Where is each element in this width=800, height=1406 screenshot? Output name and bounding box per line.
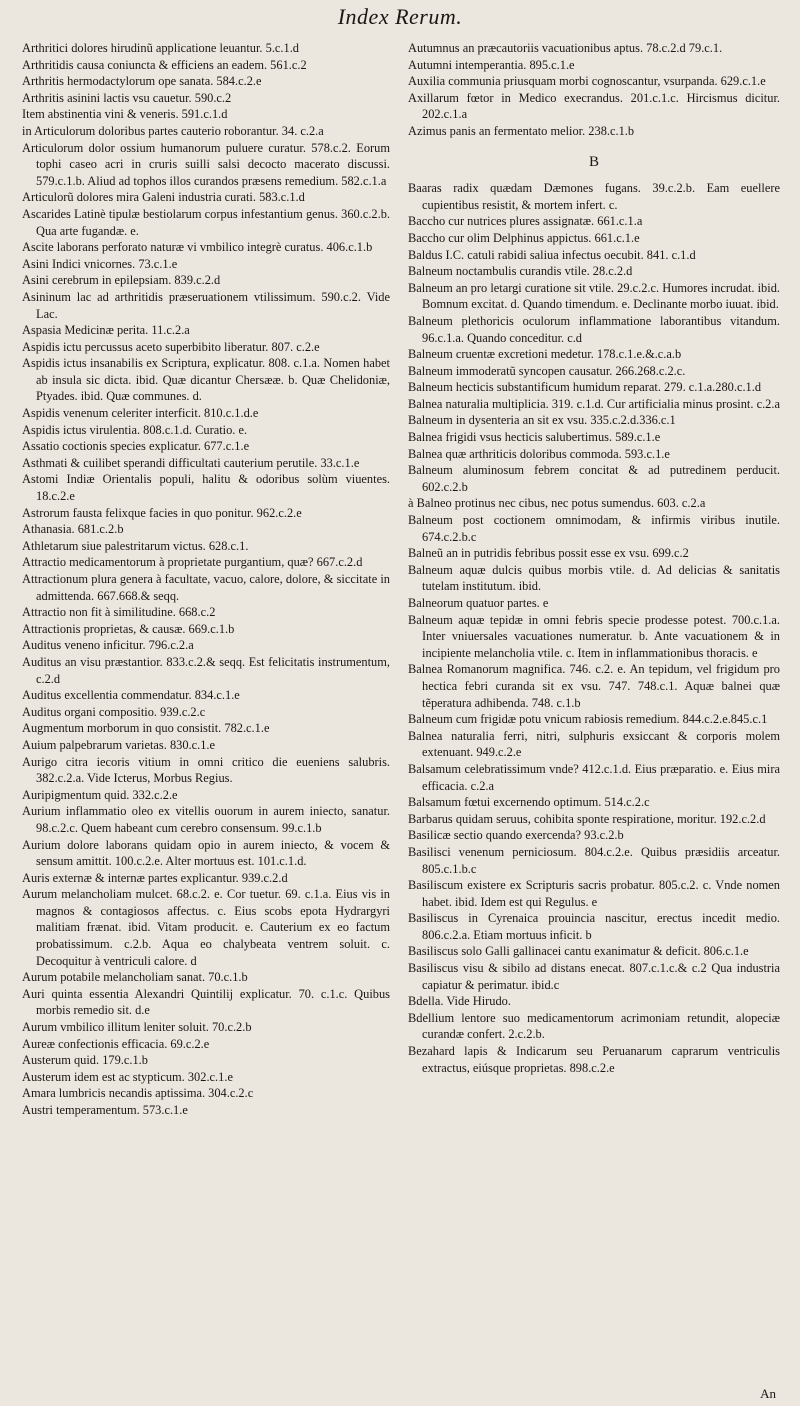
index-entry: Balnea quæ arthriticis doloribus commoda. 593.c.1.e (408, 446, 670, 461)
index-entry: Balneum cruentæ excretioni medetur. 178.c.1.e.&.c.a.b (408, 347, 682, 362)
index-entry: Arthritidis causa coniuncta & efficiens an eadem. 561.c.2 (22, 57, 307, 72)
index-entry: Barbarus quidam seruus, cohibita sponte respiratione, moritur. 192.c.2.d (408, 811, 766, 826)
index-entry: Balsamum fœtui excernendo optimum. 514.c.2.c (408, 795, 650, 810)
index-entry: Autumni intemperantia. 895.c.1.e (408, 57, 575, 72)
index-entry: Basiliscus in Cyrenaica prouincia nascitur, erectus incedit medio. 806.c.2.a. Etiam mortuus inficit. b (408, 911, 780, 942)
index-entry: Balneum aquæ tepidæ in omni febris specie prodesse potest. 700.c.1.a. Inter vniuersales vacuationes numeratur. b. Ante vacuationem & in incipiente melancholia vtile. c. Item in inflammationibus thoracis. e (408, 612, 780, 660)
index-entry: Aurum vmbilico illitum leniter soluit. 70.c.2.b (22, 1020, 252, 1035)
index-entry: Asthmati & cuilibet sperandi difficultati cauterium perutile. 33.c.1.e (22, 455, 360, 470)
index-entry: Aurium dolore laborans quidam opio in aurem iniecto, & vocem & sensum amittit. 100.c.2.e. Alter mortuus est. 101.c.1.d. (22, 837, 390, 869)
index-entry: Balneum aluminosum febrem concitat & ad putredinem perducit. 602.c.2.b (408, 463, 780, 494)
index-entry: Attractio medicamentorum à proprietate purgantium, quæ? 667.c.2.d (22, 555, 363, 570)
index-entry: Aurum melancholiam mulcet. 68.c.2. e. Cor tuetur. 69. c.1.a. Eius vis in magnos & contagiosos affectus. c. Eius scobs epota Hydrargyri malitiam frænat. ibid. Vitam producit. e. Cauterium ex eo factum probatissimum. c.2.b. Aqua eo chalybeata ventrem soluit. c. Decoquitur à ventriculi calore. d (22, 887, 390, 968)
index-entry: Balnea frigidi vsus hecticis salubertimus. 589.c.1.e (408, 430, 661, 445)
index-entry: Asininum lac ad arthritidis præseruationem vtilissimum. 590.c.2. Vide Lac. (22, 289, 390, 321)
index-entry: Auripigmentum quid. 332.c.2.e (22, 787, 178, 802)
index-entry: Basilisci venenum perniciosum. 804.c.2.e. Quibus præsidiis arceatur. 805.c.1.b.c (408, 844, 780, 876)
index-entry: à Balneo protinus nec cibus, nec potus sumendus. 603. c.2.a (408, 496, 706, 511)
index-entry: Auris externæ & internæ partes explicantur. 939.c.2.d (22, 870, 288, 885)
index-entry: Aurum potabile melancholiam sanat. 70.c.1.b (22, 970, 248, 985)
index-entry: Baccho cur olim Delphinus appictus. 661.c.1.e (408, 230, 640, 245)
index-entry: Bezahard lapis & Indicarum seu Peruanarum caprarum ventriculis extractus, eiúsque proprietas. 898.c.2.e (408, 1044, 780, 1075)
index-entry: Aspidis ictu percussus aceto superbibito liberatur. 807. c.2.e (22, 339, 320, 354)
index-entry: Arthritis hermodactylorum ope sanata. 584.c.2.e (22, 74, 262, 89)
index-entry: Bdellium lentore suo medicamentorum acrimoniam retundit, alopeciæ curandæ confert. 2.c.2.b. (408, 1010, 780, 1042)
index-entry: Astomi Indiæ Orientalis populi, halitu & odoribus solùm viuentes. 18.c.2.e (22, 472, 390, 504)
index-entry: Basilicæ sectio quando exercenda? 93.c.2.b (408, 828, 624, 843)
index-entry: Austerum quid. 179.c.1.b (22, 1053, 148, 1068)
index-entry: Balneum cum frigidæ potu vnicum rabiosis remedium. 844.c.2.e.845.c.1 (408, 712, 768, 727)
index-entry: Balneum hecticis substantificum humidum reparat. 279. c.1.a.280.c.1.d (408, 380, 762, 395)
index-entry: Balneũ an in putridis febribus possit esse ex vsu. 699.c.2 (408, 546, 689, 561)
index-entry: Aspidis ictus virulentia. 808.c.1.d. Curatio. e. (22, 422, 248, 437)
index-entry: Assatio coctionis species explicatur. 677.c.1.e (22, 439, 250, 454)
index-entry: Azimus panis an fermentato melior. 238.c.1.b (408, 123, 635, 138)
index-entry: Auditus excellentia commendatur. 834.c.1.e (22, 688, 240, 703)
index-entry: Auditus veneno inficitur. 796.c.2.a (22, 638, 194, 653)
index-entry: Balneum noctambulis curandis vtile. 28.c.2.d (408, 264, 633, 279)
index-entry: Autumnus an præcautoriis vacuationibus aptus. 78.c.2.d 79.c.1. (408, 41, 723, 55)
index-entry: Aspasia Medicinæ perita. 11.c.2.a (22, 323, 190, 338)
index-entry: Bdella. Vide Hirudo. (408, 994, 511, 1009)
index-entry: Aureæ confectionis efficacia. 69.c.2.e (22, 1036, 210, 1051)
index-entry: Aurium inflammatio oleo ex vitellis ouorum in aurem iniecto, sanatur. 98.c.2.c. Quem habeant cum cerebro consensum. 99.c.1.b (22, 804, 390, 835)
section-letter: B (588, 153, 599, 170)
index-entry: Austri temperamentum. 573.c.1.e (22, 1103, 188, 1117)
index-entry: Amara lumbricis necandis aptissima. 304.c.2.c (22, 1086, 254, 1101)
index-entry: Balneorum quatuor partes. e (408, 596, 549, 610)
index-entry: Aurigo citra iecoris vitium in omni critico die eueniens salubris. 382.c.2.a. Vide Icterus, Morbus Regius. (22, 754, 390, 786)
index-entry: Balneum in dysenteria an sit ex vsu. 335.c.2.d.336.c.1 (408, 413, 676, 428)
index-entry: Basiliscus solo Galli gallinacei cantu exanimatur & deficit. 806.c.1.e (408, 944, 749, 959)
index-entry: Ascarides Latinè tipulæ bestiolarum corpus infestantium genus. 360.c.2.b. Qua arte fugandæ. e. (22, 206, 390, 238)
index-entry: Attractio non fit à similitudine. 668.c.2 (22, 605, 216, 620)
index-entry: Basiliscum existere ex Scripturis sacris probatur. 805.c.2. c. Vnde nomen habet. ibid. Idem est qui Regulus. e (408, 878, 780, 909)
index-entry: Item abstinentia vini & veneris. 591.c.1.d (22, 107, 228, 122)
left-column (22, 40, 390, 1119)
index-entry: Balneum plethoricis oculorum inflammatione laborantibus vitandum. 96.c.1.a. Quando conceditur. c.d (408, 313, 780, 345)
index-entry: Baldus I.C. catuli rabidi saliua infectus oecubit. 841. c.1.d (408, 247, 696, 262)
index-entry: Auium palpebrarum varietas. 830.c.1.e (22, 737, 216, 752)
index-entry: Auditus an visu præstantior. 833.c.2.& seqq. Est felicitatis instrumentum, c.2.d (22, 654, 390, 686)
index-entry: Balnea naturalia multiplicia. 319. c.1.d. Cur artificialia minus prosint. c.2.a (408, 396, 780, 411)
index-entry: Aspidis ictus insanabilis ex Scriptura, explicatur. 808. c.1.a. Nomen habet ab insula sic dicta. ibid. Quæ dicantur Chersææ. b. Quæ Chelidoniæ, Ptyades. ibid. Quæ communes. d. (22, 356, 390, 404)
right-column-entries-a (408, 40, 780, 140)
index-entry: Balneum aquæ dulcis quibus morbis vtile. d. Ad delicias & sanitatis tutelam institutum. ibid. (408, 562, 780, 594)
index-entry: Asini cerebrum in epilepsiam. 839.c.2.d (22, 273, 221, 288)
index-entry: Arthritis asinini lactis vsu cauetur. 590.c.2 (22, 90, 232, 105)
index-entry: Augmentum morborum in quo consistit. 782.c.1.e (22, 721, 270, 736)
index-entry: Balnea Romanorum magnifica. 746. c.2. e. An tepidum, vel frigidum pro hectica febri curanda sit ex vsu. 747. 748.c.1. Aquæ balnei quæ tẽperatura adhibenda. 748. c.1.b (408, 662, 780, 710)
index-entry: Baccho cur nutrices plures assignatæ. 661.c.1.a (408, 214, 643, 229)
right-column-entries-b (408, 180, 780, 1076)
right-column (408, 40, 780, 1076)
index-entry: Balneum an pro letargi curatione sit vtile. 29.c.2.c. Humores incrudat. ibid. Bomnum excitat. d. Quando timendum. e. Declinante morbo iuuat. ibid. (408, 280, 780, 312)
index-entry: Balneum post coctionem omnimodam, & infirmis viribus inutile. 674.c.2.b.c (408, 513, 780, 544)
index-entry: Balneum immoderatũ syncopen causatur. 266.268.c.2.c. (408, 363, 686, 378)
index-entry: Austerum idem est ac stypticum. 302.c.1.e (22, 1069, 233, 1084)
index-entry: Auri quinta essentia Alexandri Quintilij explicatur. 70. c.1.c. Quibus morbis remedio sit. d.e (22, 986, 390, 1018)
index-entry: Articulorũ dolores mira Galeni industria curati. 583.c.1.d (22, 190, 305, 205)
index-entry: Arthritici dolores hirudinũ applicatione leuantur. 5.c.1.d (22, 41, 299, 55)
index-entry: Ascite laborans perforato naturæ vi vmbilico integrè curatus. 406.c.1.b (22, 240, 373, 255)
index-entry: Basiliscus visu & sibilo ad distans enecat. 807.c.1.c.& c.2 Qua industria capiatur & perimatur. ibid.c (408, 961, 780, 992)
index-entry: Articulorum dolor ossium humanorum puluere curatur. 578.c.2. Eorum tophi caseo acri in cruris suilli salsi decocto macerato discussi. 579.c.1.b. Aliud ad tophos illos curandos præsens remedium. 582.c.1.a (22, 140, 390, 188)
index-entry: Axillarum fœtor in Medico execrandus. 201.c.1.c. Hircismus dicitur. 202.c.1.a (408, 90, 780, 122)
index-entry: Attractionum plura genera à facultate, vacuo, calore, dolore, & siccitate in admittenda. 667.668.& seqq. (22, 572, 390, 603)
index-entry: Asini Indici vnicornes. 73.c.1.e (22, 256, 178, 271)
index-entry: Astrorum fausta felixque facies in quo ponitur. 962.c.2.e (22, 505, 302, 520)
index-entry: Athanasia. 681.c.2.b (22, 522, 124, 537)
index-entry: Attractionis proprietas, & causæ. 669.c.1.b (22, 621, 235, 636)
index-entry: Balsamum celebratissimum vnde? 412.c.1.d. Eius præparatio. e. Eius mira efficacia. c.2.a (408, 761, 780, 793)
index-entry: Balnea naturalia ferri, nitri, sulphuris exsiccant & corporis molem extenuant. 949.c.2.e (408, 728, 780, 760)
index-entry: in Articulorum doloribus partes cauterio roborantur. 34. c.2.a (22, 123, 324, 138)
index-entry: Athletarum siue palestritarum victus. 628.c.1. (22, 538, 249, 553)
index-entry: Aspidis venenum celeriter interficit. 810.c.1.d.e (22, 406, 259, 421)
index-entry: Baaras radix quædam Dæmones fugans. 39.c.2.b. Eam euellere cupientibus resistit, & mortem infert. c. (408, 181, 780, 212)
catchword: An (760, 1386, 776, 1401)
index-entry: Auditus organi compositio. 939.c.2.c (22, 704, 206, 719)
index-entry: Auxilia communia priusquam morbi cognoscantur, vsurpanda. 629.c.1.e (408, 74, 766, 89)
running-head: Index Rerum. (337, 4, 463, 29)
